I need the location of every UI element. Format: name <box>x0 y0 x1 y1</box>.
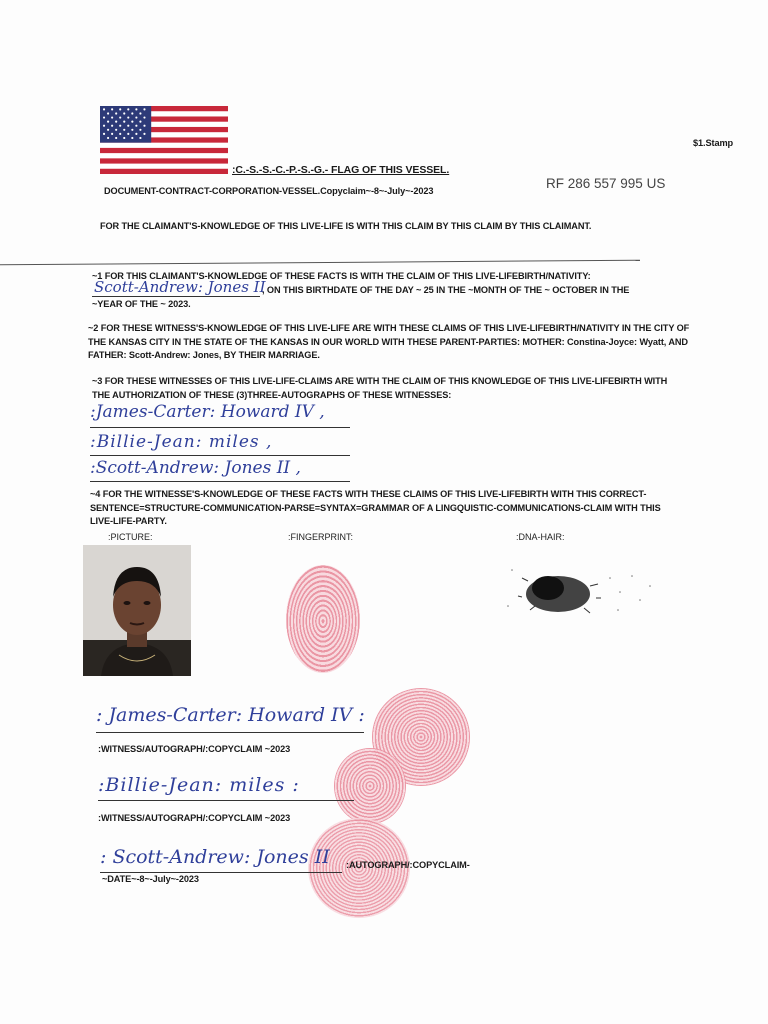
paragraph-1-line-1: ~1 FOR THIS CLAIMANT'S-KNOWLEDGE OF THESE FACTS IS WITH THE CLAIM OF THIS LIVE-LIFEBIRTH/NATIVITY: <box>92 271 591 281</box>
witness-signature-1: :James-Carter: Howard IV , <box>90 402 325 422</box>
paragraph-4: ~4 FOR THE WITNESSE'S-KNOWLEDGE OF THESE FACTS WITH THESE CLAIMS OF THIS LIVE-LIFEBIRTH WITH THIS CORRECT-SENTENCE=STRUCTURE-COMMUNICATION-PARSE=SYNTAX=GRAMMAR OF A LINGQUISTIC-COMMUNICATIONS-CLAIM WITH THIS LIVE-LIFE-PARTY. <box>90 489 661 526</box>
bottom-signature-2: :Billie-Jean: miles : <box>98 774 300 796</box>
witness-line-1 <box>90 427 350 428</box>
witness-signature-3: :Scott-Andrew: Jones II , <box>90 458 301 478</box>
stamp-label: $1.Stamp <box>693 138 734 148</box>
paragraph-1-line-3: ~YEAR OF THE ~ 2023. <box>92 299 191 309</box>
dna-hair-label: :DNA-HAIR: <box>516 532 565 542</box>
tracking-number: RF 286 557 995 US <box>546 176 666 191</box>
paragraph-1-line-2: , ON THIS BIRTHDATE OF THE DAY ~ 25 IN THE ~MONTH OF THE ~ OCTOBER IN THE <box>262 285 630 295</box>
picture-label: :PICTURE: <box>108 532 153 542</box>
fingerprint-label: :FINGERPRINT: <box>288 532 354 542</box>
witness-caption-1: :WITNESS/AUTOGRAPH/:COPYCLAIM ~2023 <box>98 744 291 754</box>
portrait-photo <box>83 545 191 676</box>
witness-fingerprint-2 <box>334 748 406 824</box>
flag-caption: :C.-S.-S.-C.-P.-S.-G.- FLAG OF THIS VESSEL. <box>232 164 450 176</box>
witness-line-2 <box>90 455 350 456</box>
dna-hair-sample <box>500 548 660 638</box>
date-caption: ~DATE~-8~-July~-2023 <box>102 874 199 884</box>
divider-line <box>0 260 640 265</box>
us-flag-icon <box>100 106 228 174</box>
witness-signature-2: :Billie-Jean: miles , <box>90 432 273 452</box>
paragraph-3: ~3 FOR THESE WITNESSES OF THIS LIVE-LIFE-CLAIMS ARE WITH THE CLAIM OF THIS KNOWLEDGE OF THIS LIVE-LIFEBIRTH WITH THE AUTHORIZATION OF THESE (3)THREE-AUTOGRAPHS OF THESE WITNESSES: <box>92 376 668 400</box>
bottom-sig-line-1 <box>96 732 364 733</box>
paragraph-2: ~2 FOR THESE WITNESS'S-KNOWLEDGE OF THIS LIVE-LIFE ARE WITH THESE CLAIMS OF THIS LIVE-LIFEBIRTH/NATIVITY IN THE CITY OF THE KANSAS CITY IN THE STATE OF THE KANSAS IN OUR WORLD WITH THESE PARENT-PARTIES: MOTHER: Constina-Joyce: Wyatt, AND FATHER: Scott-Andrew: Jones, BY THEIR MARRIAGE. <box>88 323 690 360</box>
claimant-signature: Scott-Andrew: Jones II <box>94 278 266 296</box>
autograph-caption: :AUTOGRAPH/:COPYCLAIM- <box>346 860 470 870</box>
document-title: DOCUMENT-CONTRACT-CORPORATION-VESSEL.Copyclaim~-8~-July~-2023 <box>104 186 434 196</box>
bottom-sig-line-2 <box>98 800 354 801</box>
witness-line-3 <box>90 481 350 482</box>
signature-underline <box>92 296 260 297</box>
bottom-sig-line-3 <box>100 872 342 873</box>
bottom-signature-3: : Scott-Andrew: Jones II <box>100 846 330 868</box>
intro-paragraph: FOR THE CLAIMANT'S-KNOWLEDGE OF THIS LIVE-LIFE IS WITH THIS CLAIM BY THIS CLAIM BY THIS CLAIMANT. <box>100 221 592 231</box>
witness-caption-2: :WITNESS/AUTOGRAPH/:COPYCLAIM ~2023 <box>98 813 291 823</box>
fingerprint-image <box>286 565 360 673</box>
bottom-signature-1: : James-Carter: Howard IV : <box>96 704 365 726</box>
